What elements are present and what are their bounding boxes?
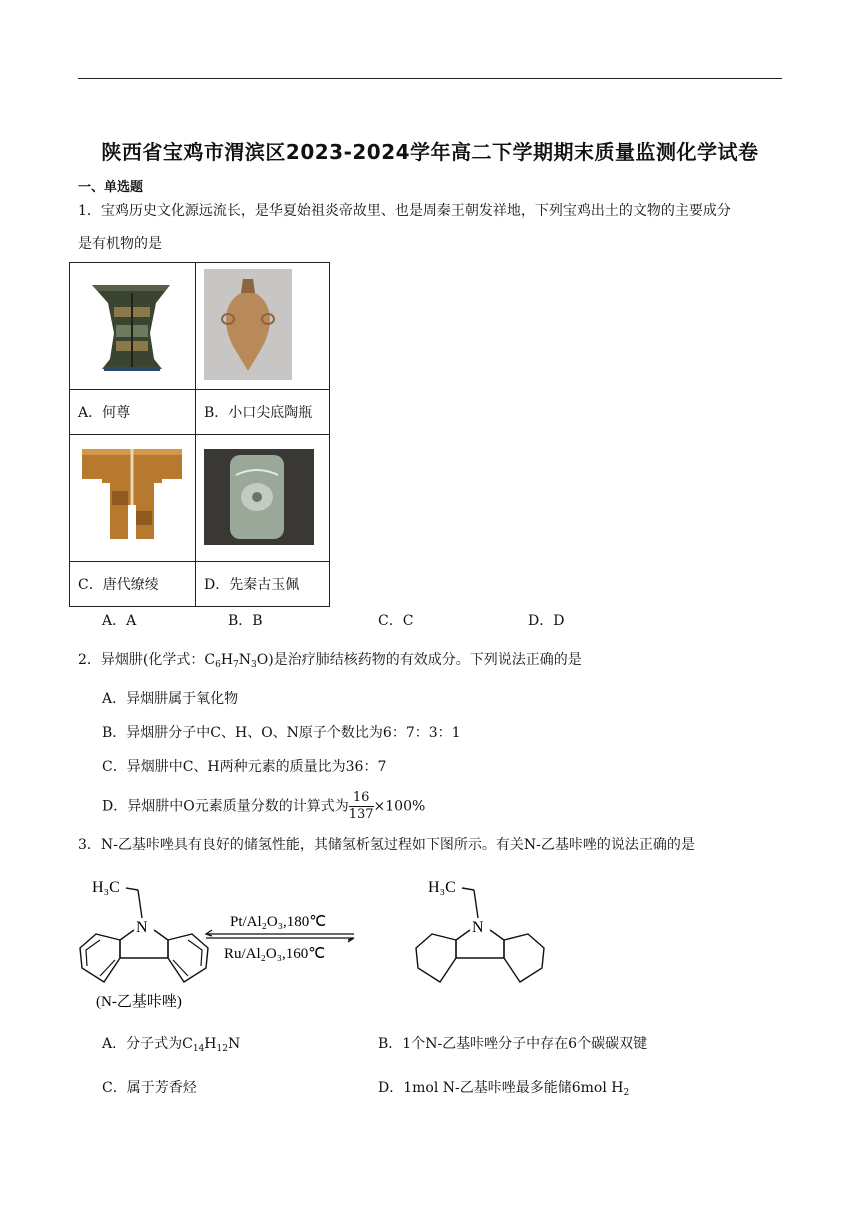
artifact-table — [69, 262, 330, 607]
label-cell-d: D．先秦古玉佩 — [196, 562, 330, 607]
pottery-bottle-image — [196, 263, 329, 385]
left-n-label: N — [136, 919, 148, 936]
section-heading: 一、单选题 — [78, 180, 144, 195]
q2-option-a[interactable]: A．异烟肼属于氧化物 — [102, 691, 239, 707]
q3-stem: 3．N-乙基咔唑具有良好的储氢性能，其储氢析氢过程如下图所示。有关N-乙基咔唑的说法正确的是 — [78, 837, 695, 853]
right-n-label: N — [472, 919, 484, 936]
left-ch3-label: H₃C — [92, 879, 120, 896]
silk-garment-image — [70, 435, 195, 557]
q2-formula: $C_6H_7N_3O$ — [204, 652, 269, 670]
artifact-image-cell-b — [196, 263, 330, 390]
fraction: $\frac{16}{137}$ — [348, 790, 374, 822]
q3-option-b[interactable]: B．1个N-乙基咔唑分子中存在6个碳碳双键 — [378, 1036, 648, 1052]
q1-stem-line1: 1．宝鸡历史文化源远流长，是华夏始祖炎帝故里、也是周秦王朝发祥地，下列宝鸡出土的文物的主要成分 — [78, 203, 731, 219]
q2-stem — [78, 650, 582, 675]
q3-option-c[interactable]: C．属于芳香烃 — [102, 1080, 197, 1096]
q1-option-a[interactable]: A．A — [102, 613, 137, 629]
q2-option-b[interactable]: B．异烟肼分子中C、H、O、N原子个数比为6：7：3：1 — [102, 725, 461, 741]
jade-pendant-image — [196, 435, 329, 557]
q3-option-d[interactable]: D．1mol N-乙基咔唑最多能储6mol $H_2$ — [378, 1080, 630, 1098]
header-rule — [78, 78, 782, 79]
label-cell-a: A．何尊 — [70, 390, 196, 435]
arrow-top-label: Pt/Al₂O₃,180℃ — [230, 914, 327, 930]
arrow-bottom-label: Ru/Al₂O₃,160℃ — [224, 946, 326, 962]
bronze-zun-image — [70, 263, 195, 385]
reaction-scheme — [70, 868, 550, 1018]
q1-option-b[interactable]: B．B — [228, 613, 263, 629]
q2-stem-post: )是治疗肺结核药物的有效成分。下列说法正确的是 — [268, 652, 582, 668]
artifact-image-cell-a — [70, 263, 196, 390]
artifact-image-cell-d — [196, 435, 330, 562]
q1-option-d[interactable]: D．D — [528, 613, 565, 629]
page-title: 陕西省宝鸡市渭滨区2023-2024学年高二下学期期末质量监测化学试卷 — [101, 140, 759, 164]
q2-option-c[interactable]: C．异烟肼中C、H两种元素的质量比为36：7 — [102, 759, 387, 775]
right-ch3-label: H₃C — [428, 879, 456, 896]
q2-option-d[interactable]: D．异烟肼中O元素质量分数的计算式为 $\frac{16}{137}$ ×100% — [102, 790, 426, 822]
q3-option-a[interactable]: A．分子式为$C_{14}H_{12}N$ — [102, 1036, 241, 1054]
artifact-image-cell-c — [70, 435, 196, 562]
q2-stem-pre: 2．异烟肼(化学式： — [78, 652, 205, 668]
q1-stem-line2: 是有机物的是 — [78, 236, 162, 252]
left-caption: (N-乙基咔唑) — [96, 994, 182, 1010]
label-cell-b: B．小口尖底陶瓶 — [196, 390, 330, 435]
label-cell-c: C．唐代缭绫 — [70, 562, 196, 607]
q1-option-c[interactable]: C．C — [378, 613, 414, 629]
